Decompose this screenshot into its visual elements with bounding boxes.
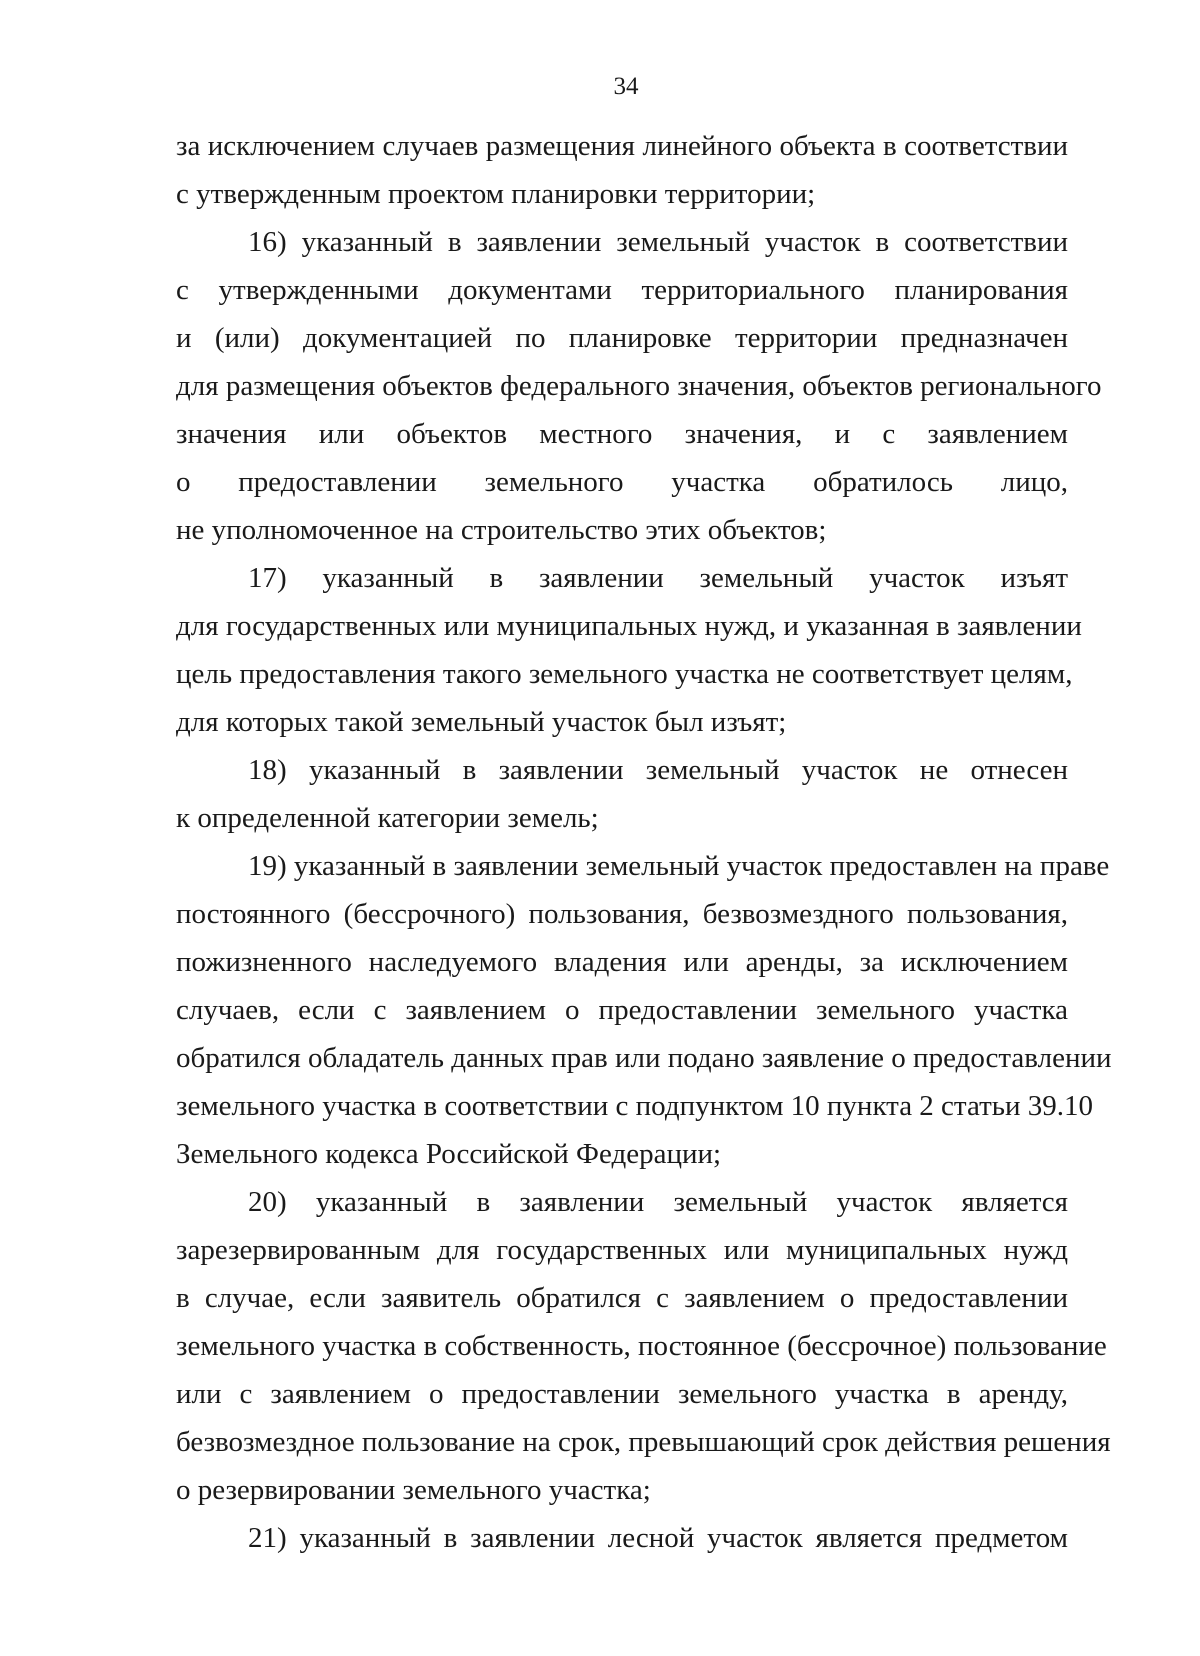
text-line: для размещения объектов федерального значения, объектов регионального [176, 370, 1102, 402]
text-line: с утвержденным проектом планировки территории; [176, 178, 816, 210]
text-line: зарезервированным для государственных или муниципальных нужд [176, 1234, 1068, 1266]
paragraph-continuation [176, 122, 1068, 218]
text-line: 17) указанный в заявлении земельный участок изъят [248, 562, 1068, 594]
text-line: 16) указанный в заявлении земельный участок в соответствии [248, 226, 1068, 258]
paragraph-item-20 [176, 1178, 1111, 1514]
text-line: с утвержденными документами территориального планирования [176, 274, 1068, 306]
text-line: земельного участка в соответствии с подпунктом 10 пункта 2 статьи 39.10 [176, 1090, 1093, 1122]
text-line: значения или объектов местного значения, и с заявлением [176, 418, 1068, 450]
text-line: цель предоставления такого земельного участка не соответствует целям, [176, 658, 1073, 690]
document-body [176, 122, 1112, 1562]
text-line: и (или) документацией по планировке территории предназначен [176, 322, 1068, 354]
text-line: Земельного кодекса Российской Федерации; [176, 1138, 722, 1170]
paragraph-item-21 [176, 1514, 1068, 1562]
paragraph-item-19 [176, 842, 1112, 1178]
text-line: для государственных или муниципальных нужд, и указанная в заявлении [176, 610, 1082, 642]
text-line: о предоставлении земельного участка обратилось лицо, [176, 466, 1068, 498]
text-line: или с заявлением о предоставлении земельного участка в аренду, [176, 1378, 1068, 1410]
text-line: обратился обладатель данных прав или подано заявление о предоставлении [176, 1042, 1112, 1074]
page-number: 34 [613, 73, 639, 100]
text-line: земельного участка в собственность, постоянное (бессрочное) пользование [176, 1330, 1107, 1362]
text-line: пожизненного наследуемого владения или аренды, за исключением [176, 946, 1068, 978]
text-line: безвозмездное пользование на срок, превышающий срок действия решения [176, 1426, 1111, 1458]
text-line: для которых такой земельный участок был изъят; [176, 706, 787, 738]
text-line: 19) указанный в заявлении земельный участок предоставлен на праве [248, 850, 1110, 882]
text-line: о резервировании земельного участка; [176, 1474, 651, 1506]
text-line: не уполномоченное на строительство этих объектов; [176, 514, 827, 546]
text-line: постоянного (бессрочного) пользования, безвозмездного пользования, [176, 898, 1068, 930]
text-line: случаев, если с заявлением о предоставлении земельного участка [176, 994, 1068, 1026]
text-line: к определенной категории земель; [176, 802, 599, 834]
text-line: 20) указанный в заявлении земельный участок является [248, 1186, 1068, 1218]
text-line: 21) указанный в заявлении лесной участок является предметом [248, 1522, 1068, 1554]
paragraph-item-17 [176, 554, 1082, 746]
text-line: 18) указанный в заявлении земельный участок не отнесен [248, 754, 1068, 786]
paragraph-item-18 [176, 746, 1068, 842]
paragraph-item-16 [176, 218, 1102, 554]
text-line: в случае, если заявитель обратился с заявлением о предоставлении [176, 1282, 1068, 1314]
text-line: за исключением случаев размещения линейного объекта в соответствии [176, 130, 1068, 162]
